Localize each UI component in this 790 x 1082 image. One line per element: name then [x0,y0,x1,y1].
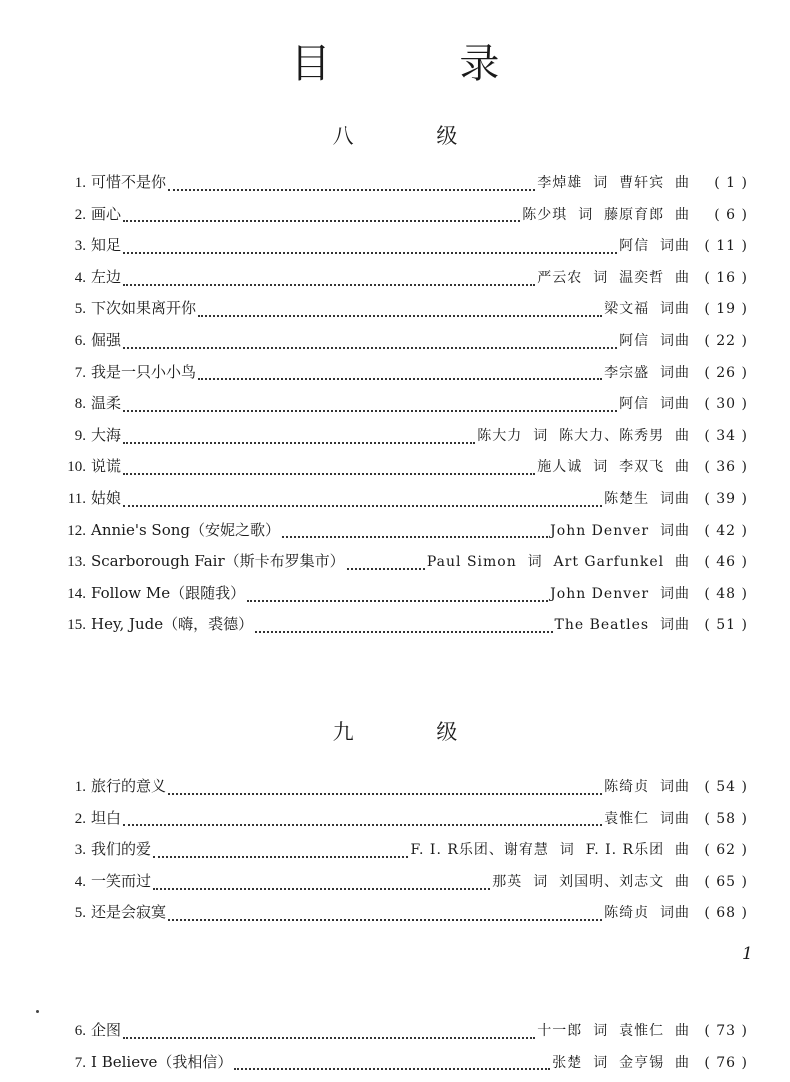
toc-list-next-page [60,1019,748,1082]
page-reference: ( 68 ) [704,905,748,922]
page-reference: ( 11 ) [704,238,748,255]
song-title: 温柔 [91,394,122,413]
song-credit: 袁惟仁 词曲 [604,810,690,827]
page-reference: ( 73 ) [704,1023,748,1039]
song-title: 可惜不是你 [91,173,167,191]
toc-entry [60,838,748,870]
page-reference: ( 16 ) [704,269,748,286]
song-credit: 李焯雄 词 曹轩宾 曲 [537,175,690,191]
song-title: 说谎 [91,457,122,476]
entry-number: 2. [74,206,86,223]
toc-entry [60,519,748,551]
entry-number: 7. [74,1054,86,1071]
dot-leader [123,220,520,222]
song-credit: 阿信 词曲 [619,238,690,255]
song-credit: 那英 词 刘国明、刘志文 曲 [492,873,690,890]
dot-leader [123,824,602,826]
page-reference: ( 48 ) [704,585,748,602]
toc-list-grade-9 [60,775,748,933]
dot-leader [123,505,602,507]
song-credit: F. I. R乐团、谢宥慧 词 F. I. R乐团 曲 [410,842,690,859]
entry-number: 9. [74,427,86,444]
toc-list-grade-8 [60,171,748,645]
toc-entry [60,392,748,424]
toc-entry [60,1051,748,1082]
entry-number: 2. [74,810,86,827]
song-title: 我们的爱 [91,840,152,859]
section-heading-grade-9: 九 级 [332,720,496,744]
dot-leader [347,568,425,570]
song-credit: 严云农 词 温奕哲 曲 [537,269,690,286]
page-reference: ( 6 ) [714,206,748,223]
toc-entry [60,329,748,361]
song-credit: 阿信 词曲 [619,396,690,413]
entry-number: 11. [67,490,86,507]
scan-speck [36,1010,39,1013]
page-reference: ( 58 ) [704,810,748,827]
entry-number: 6. [74,332,86,349]
song-title: 倔强 [91,330,122,349]
song-title: 一笑而过 [91,871,152,890]
song-credit: 陈绮贞 词曲 [604,905,690,922]
entry-number: 8. [74,396,86,413]
dot-leader [247,600,548,602]
song-title: 姑娘 [91,488,122,507]
dot-leader [123,410,617,412]
dot-leader [168,793,602,795]
song-credit: 陈大力 词 陈大力、陈秀男 曲 [477,427,690,444]
song-credit: John Denver 词曲 [550,585,690,602]
song-title: 下次如果离开你 [91,299,197,318]
page-reference: ( 30 ) [704,396,748,413]
dot-leader [255,631,552,633]
toc-entry [60,266,748,298]
song-title: Scarborough Fair（斯卡布罗集市） [91,552,345,571]
dot-leader [282,536,548,538]
page-reference: ( 22 ) [704,332,748,349]
song-credit: 李宗盛 词曲 [604,364,690,381]
dot-leader [123,1037,535,1039]
toc-entry [60,613,748,645]
song-credit: The Beatles 词曲 [554,617,690,634]
toc-entry [60,234,748,266]
song-title: 左边 [91,267,122,286]
page-reference: ( 39 ) [704,490,748,507]
toc-entry [60,361,748,393]
page-reference: ( 65 ) [704,873,748,890]
toc-entry [60,807,748,839]
entry-number: 10. [67,459,86,476]
toc-entry [60,171,748,203]
entry-number: 5. [74,905,86,922]
entry-number: 6. [74,1023,86,1039]
toc-entry [60,297,748,329]
song-credit: 梁文福 词曲 [604,301,690,318]
dot-leader [168,919,602,921]
page-reference: ( 1 ) [714,175,748,191]
page-number: 1 [742,944,753,964]
toc-entry [60,870,748,902]
song-credit: John Denver 词曲 [550,522,690,539]
page-reference: ( 62 ) [704,842,748,859]
toc-entry [60,901,748,933]
dot-leader [123,442,475,444]
toc-entry [60,775,748,807]
song-title: Hey, Jude（嗨，裘德） [91,615,254,634]
song-credit: 施人诚 词 李双飞 曲 [537,459,690,476]
toc-entry [60,487,748,519]
page-reference: ( 46 ) [704,554,748,571]
song-title: 我是一只小小鸟 [91,362,197,381]
dot-leader [198,378,602,380]
song-title: 大海 [91,425,122,444]
page-reference: ( 34 ) [704,427,748,444]
song-credit: Paul Simon 词 Art Garfunkel 曲 [426,554,690,571]
entry-number: 3. [74,238,86,255]
song-credit: 十一郎 词 袁惟仁 曲 [537,1023,690,1039]
dot-leader [198,315,602,317]
toc-entry [60,582,748,614]
dot-leader [153,856,408,858]
entry-number: 1. [74,779,86,795]
dot-leader [123,347,617,349]
dot-leader [168,189,535,191]
section-heading-grade-8: 八 级 [332,124,496,148]
dot-leader [123,252,617,254]
dot-leader [123,284,535,286]
song-credit: 张楚 词 金亨锡 曲 [552,1054,690,1071]
page-reference: ( 19 ) [704,301,748,318]
entry-number: 5. [74,301,86,318]
dot-leader [234,1068,550,1070]
song-credit: 阿信 词曲 [619,332,690,349]
song-credit: 陈楚生 词曲 [604,490,690,507]
dot-leader [123,473,535,475]
page-reference: ( 51 ) [704,617,748,634]
toc-entry [60,455,748,487]
entry-number: 7. [74,364,86,381]
song-title: 坦白 [91,808,122,827]
song-title: 知足 [91,236,122,255]
song-title: Annie's Song（安妮之歌） [91,520,280,539]
song-credit: 陈少琪 词 藤原育郎 曲 [522,206,690,223]
song-title: 旅行的意义 [91,777,167,795]
toc-entry [60,203,748,235]
page-reference: ( 54 ) [704,779,748,795]
page-reference: ( 36 ) [704,459,748,476]
song-title: I Believe（我相信） [91,1052,233,1071]
entry-number: 14. [67,585,86,602]
song-title: 还是会寂寞 [91,903,167,922]
song-title: 画心 [91,204,122,223]
entry-number: 12. [67,522,86,539]
toc-entry [60,550,748,582]
dot-leader [153,888,490,890]
page-title: 目 录 [290,41,558,87]
song-credit: 陈绮贞 词曲 [604,779,690,795]
page-reference: ( 76 ) [704,1054,748,1071]
page-reference: ( 26 ) [704,364,748,381]
entry-number: 3. [74,842,86,859]
toc-entry [60,1019,748,1051]
page-reference: ( 42 ) [704,522,748,539]
song-title: 企图 [91,1021,122,1039]
entry-number: 4. [74,269,86,286]
toc-entry [60,424,748,456]
entry-number: 13. [67,554,86,571]
entry-number: 15. [67,617,86,634]
song-title: Follow Me（跟随我） [91,583,246,602]
entry-number: 4. [74,873,86,890]
entry-number: 1. [74,175,86,191]
